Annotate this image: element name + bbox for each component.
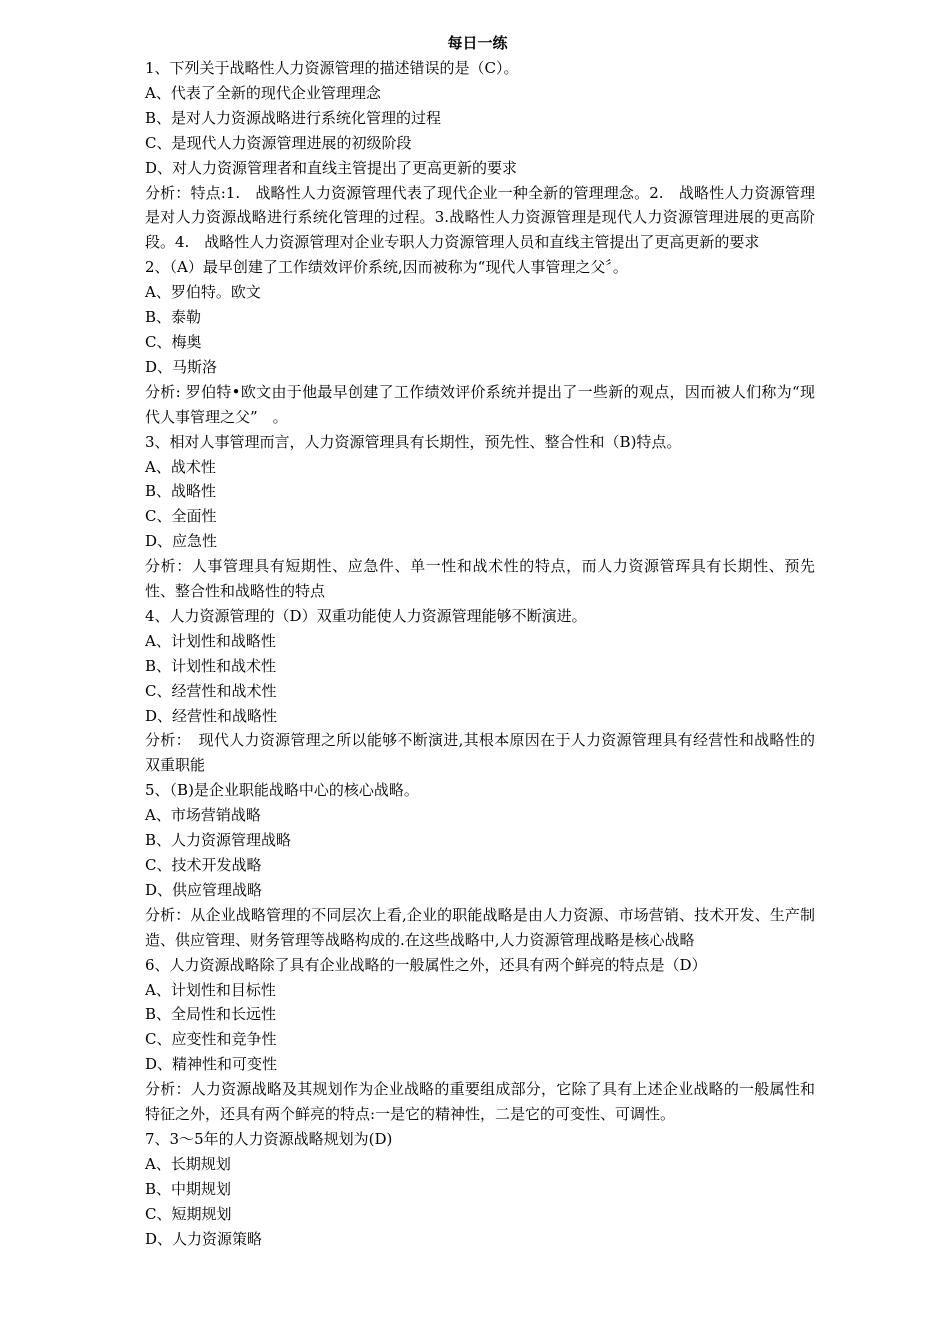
option-a: A、长期规划: [145, 1154, 231, 1173]
option-a: A、市场营销战略: [145, 806, 261, 825]
option-d: D、经营性和战略性: [145, 706, 278, 725]
option-a: A、战术性: [145, 457, 216, 476]
question-stem: 7、3～5年的人力资源战略规划为(D): [145, 1129, 393, 1148]
option-b: B、战略性: [145, 482, 217, 501]
question-stem: 2、（A）最早创建了工作绩效评价系统,因而被称为“现代人事管理之父〞。: [145, 258, 628, 277]
option-a: A、计划性和目标性: [145, 980, 276, 999]
question-block: [145, 1127, 815, 1252]
question-analysis: 分析：人事管理具有短期性、应急件、单一性和战术性的特点，而人力资源管珲具有长期性、预先性、整合性和战略性的特点: [145, 557, 815, 601]
option-c: C、经营性和战术性: [145, 681, 277, 700]
question-stem: 1、下列关于战略性人力资源管理的描述错误的是（C）。: [145, 59, 519, 77]
question-analysis: 分析：特点:1. 战略性人力资源管理代表了现代企业一种全新的管理理念。2. 战略性人力资源管理是对人力资源战略进行系统化管理的过程。3.战略性人力资源管理是现代人力资源管理进展的更高阶段。4. 战略性人力资源管理对企业专职人力资源管理人员和直线主管提出了更高更新的要求: [145, 183, 815, 252]
option-b: B、泰勒: [145, 308, 202, 327]
option-d: D、供应管理战略: [145, 880, 263, 899]
option-c: C、应变性和竞争性: [145, 1030, 277, 1049]
question-analysis: 分析：从企业战略管理的不同层次上看,企业的职能战略是由人力资源、市场营销、技术开发、生产制造、供应管理、财务管理等战略构成的.在这些战略中,人力资源管理战略是核心战略: [145, 905, 815, 949]
question-stem: 6、人力资源战略除了具有企业战略的一般属性之外，还具有两个鲜亮的特点是（D）: [145, 955, 707, 974]
question-analysis: 分析: 罗伯特•欧文由于他最早创建了工作绩效评价系统并提出了一些新的观点，因而被人们称为“现代人事管理之父” 。: [145, 382, 815, 426]
option-b: B、中期规划: [145, 1179, 232, 1198]
question-block: [145, 778, 815, 952]
option-a: A、罗伯特。欧文: [145, 283, 261, 302]
document-page: [145, 30, 815, 1252]
option-b: B、人力资源管理战略: [145, 831, 292, 850]
option-a: A、计划性和战略性: [145, 631, 276, 650]
option-c: C、全面性: [145, 507, 217, 526]
option-d: D、马斯洛: [145, 357, 218, 376]
option-b: B、计划性和战术性: [145, 656, 277, 675]
option-c: C、是现代人力资源管理进展的初级阶段: [145, 133, 412, 152]
question-block: [145, 604, 815, 778]
option-c: C、短期规划: [145, 1204, 232, 1223]
option-b: B、全局性和长远性: [145, 1005, 277, 1024]
option-c: C、技术开发战略: [145, 856, 262, 874]
question-block: [145, 56, 815, 255]
option-b: B、是对人力资源战略进行系统化管理的过程: [145, 108, 442, 127]
option-d: D、对人力资源管理者和直线主管提出了更高更新的要求: [145, 158, 518, 177]
option-d: D、应急性: [145, 532, 218, 551]
option-c: C、梅奥: [145, 332, 202, 351]
question-analysis: 分析： 现代人力资源管理之所以能够不断演进,其根本原因在于人力资源管理具有经营性和战略性的双重职能: [145, 731, 815, 775]
question-analysis: 分析：人力资源战略及其规划作为企业战略的重要组成部分，它除了具有上述企业战略的一般属性和特征之外，还具有两个鲜亮的特点:一是它的精神性，二是它的可变性、可调性。: [145, 1080, 815, 1124]
option-d: D、人力资源策略: [145, 1229, 263, 1248]
question-stem: 3、相对人事管理而言，人力资源管理具有长期性，预先性、整合性和（B)特点。: [145, 432, 682, 451]
question-block: [145, 953, 815, 1127]
question-stem: 4、人力资源管理的（D）双重功能使人力资源管理能够不断演进。: [145, 606, 587, 625]
option-a: A、代表了全新的现代企业管理理念: [145, 83, 381, 102]
question-block: [145, 255, 815, 429]
question-stem: 5、（B)是企业职能战略中心的核心战略。: [145, 781, 419, 800]
page-title: 每日一练: [447, 34, 508, 52]
option-d: D、精神性和可变性: [145, 1055, 278, 1074]
question-block: [145, 430, 815, 604]
